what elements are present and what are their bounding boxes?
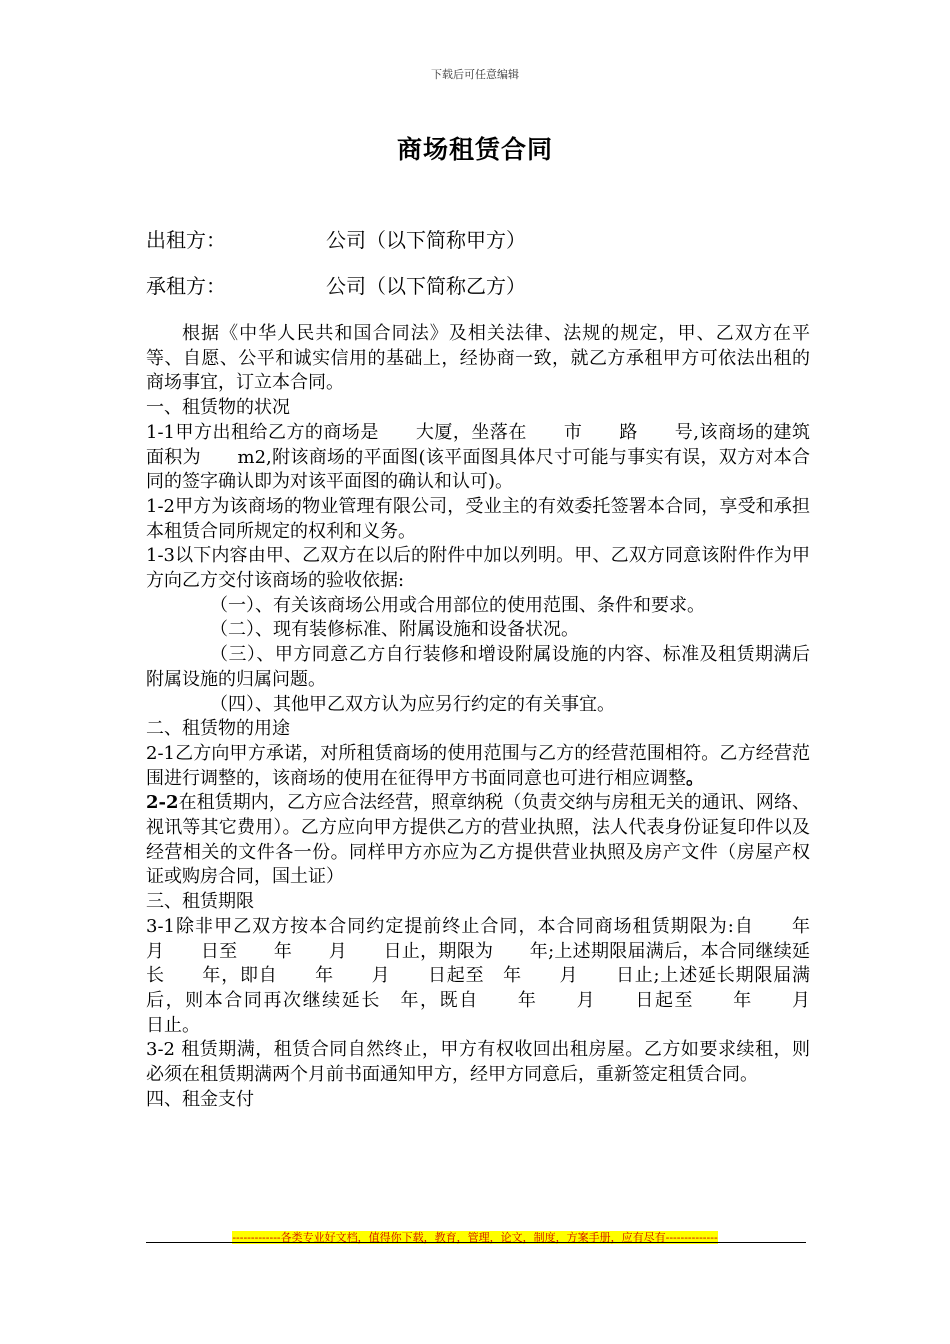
section-heading-1: 一、租赁物的状况 [146,397,290,419]
clause-1-3-item-2: （二）、现有装修标准、附属设施和设备状况。 [210,619,579,641]
clause-1-3: 1-3以下内容由甲、乙双方在以后的附件中加以列明。甲、乙双方同意该附件作为甲方向乙方交付该商场的验收依据: [146,545,810,592]
party-lessor-value: 公司（以下简称甲方） [326,228,526,252]
intro-paragraph: 根据《中华人民共和国合同法》及相关法律、法规的规定，甲、乙双方在平等、自愿、公平和诚实信用的基础上，经协商一致，就乙方承租甲方可依法出租的商场事宜，订立本合同。 [146,323,810,394]
section-heading-4: 四、租金支付 [146,1088,254,1110]
party-lessee-label: 承租方： [146,274,226,298]
document-title: 商场租赁合同 [396,135,553,164]
clause-1-2: 1-2甲方为该商场的物业管理有限公司，受业主的有效委托签署本合同，享受和承担本租赁合同所规定的权利和义务。 [146,495,810,542]
section-heading-3: 三、租赁期限 [146,891,254,913]
party-lessee-value: 公司（以下简称乙方） [326,274,526,298]
party-lessor-label: 出租方： [146,228,226,252]
party-lessee [146,270,526,299]
footer-divider [146,1242,806,1243]
section-heading-2: 二、租赁物的用途 [146,718,290,740]
clause-2-1-text: 2-1乙方向甲方承诺，对所租赁商场的使用范围与乙方的经营范围相符。乙方经营范围进行调整的，该商场的使用在征得甲方书面同意也可进行相应调整 [146,742,810,789]
clause-3-2: 3-2 租赁期满，租赁合同自然终止，甲方有权收回出租房屋。乙方如要求续租，则必须在租赁期满两个月前书面通知甲方，经甲方同意后，重新签定租赁合同。 [146,1039,810,1086]
clause-2-2 [146,791,810,890]
party-lessor [146,224,526,253]
clause-2-2-text: 在租赁期内，乙方应合法经营，照章纳税（负责交纳与房租无关的通讯、网络、视讯等其它费用）。乙方应向甲方提供乙方的营业执照，法人代表身份证复印件以及经营相关的文件各一份。同样甲方亦应为乙方提供营业执照及房产文件（房屋产权证或购房合同，国土证） [146,792,810,888]
clause-2-1 [146,742,810,791]
clause-1-3-item-4: （四）、其他甲乙双方认为应另行约定的有关事宜。 [210,693,615,715]
footer-banner-text: -------------各类专业好文档，值得你下载，教育，管理，论文，制度，方案手册，应有尽有-------------- [232,1231,718,1244]
clause-1-3-item-1: （一）、有关该商场公用或合用部位的使用范围、条件和要求。 [210,594,705,616]
clause-1-3-item-3: （三）、甲方同意乙方自行装修和增设附属设施的内容、标准及租赁期满后附属设施的归属问题。 [146,644,810,690]
contract-body [146,322,846,1113]
clause-2-2-number: 2-2 [146,792,179,814]
clause-3-1: 3-1除非甲乙双方按本合同约定提前终止合同，本合同商场租赁期限为:自 年 月 日至 年 月 日止，期限为 年;上述期限届满后，本合同继续延长 年，即自 年 月 日起至 年 月 日止;上述延长期限届满后，则本合同再次继续延长 年，既自 年 月 日起至 年 月 日止。 [146,915,846,1036]
clause-1-1: 1-1甲方出租给乙方的商场是 大厦，坐落在 市 路 号,该商场的建筑面积为 m2,附该商场的平面图(该平面图具体尺寸可能与事实有误，双方对本合同的签字确认即为对该平面图的确认和认可)。 [146,421,810,493]
header-note: 下载后可任意编辑 [431,68,519,81]
clause-2-1-end: 。 [686,767,704,789]
